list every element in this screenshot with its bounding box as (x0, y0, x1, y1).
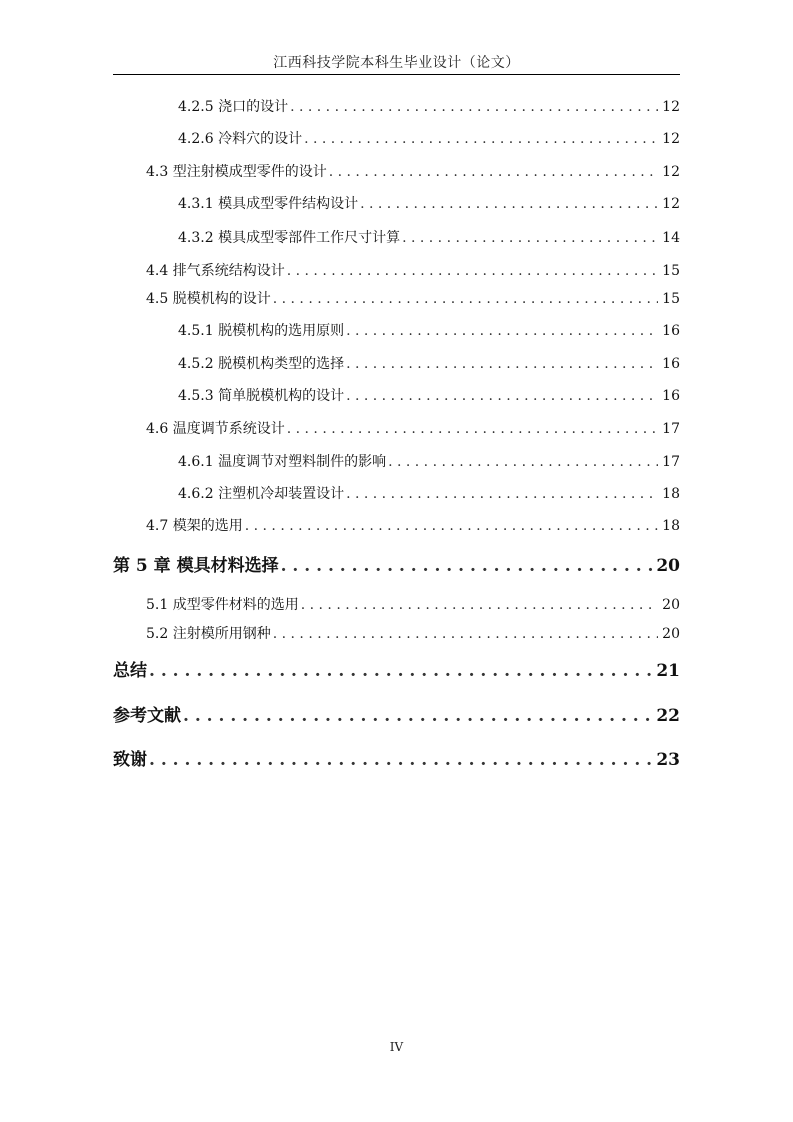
toc-entry[interactable] (0, 420, 680, 438)
toc-entry[interactable] (0, 596, 680, 614)
toc-entry-label: 5.2 注射模所用钢种 (146, 626, 271, 642)
toc-entry-page: 14 (662, 230, 680, 246)
toc-entry-page: 18 (662, 518, 680, 534)
toc-entry[interactable] (0, 322, 680, 340)
toc-dot-leader (273, 625, 658, 643)
toc-dot-leader (245, 517, 658, 535)
toc-entry-page: 12 (662, 99, 680, 115)
toc-entry-page: 15 (662, 291, 680, 307)
toc-entry[interactable] (0, 387, 680, 405)
toc-entry-label: 4.2.5 浇口的设计 (178, 99, 289, 115)
toc-entry-page: 16 (662, 323, 680, 339)
toc-dot-leader (183, 705, 652, 727)
toc-entry-page: 22 (656, 706, 680, 726)
toc-entry-label: 4.6.1 温度调节对塑料制件的影响 (178, 454, 387, 470)
toc-entry-page: 21 (656, 661, 680, 681)
toc-dot-leader (360, 195, 658, 213)
toc-dot-leader (346, 387, 658, 405)
toc-entry-page: 20 (662, 597, 680, 613)
toc-dot-leader (388, 453, 658, 471)
toc-entry-page: 17 (662, 421, 680, 437)
toc-entry-page: 15 (662, 263, 680, 279)
toc-entry-page: 23 (656, 750, 680, 770)
toc-entry-label: 4.2.6 冷料穴的设计 (178, 131, 303, 147)
toc-dot-leader (287, 420, 658, 438)
toc-entry-label: 4.3.2 模具成型零部件工作尺寸计算 (178, 230, 401, 246)
toc-entry[interactable] (0, 98, 680, 116)
toc-entry[interactable] (0, 485, 680, 503)
toc-entry-label: 5.1 成型零件材料的选用 (146, 597, 299, 613)
toc-entry-page: 17 (662, 454, 680, 470)
toc-entry-label: 参考文献 (113, 706, 181, 726)
toc-entry-label: 4.7 模架的选用 (146, 518, 243, 534)
toc-entry[interactable] (0, 749, 680, 771)
toc-entry[interactable] (0, 290, 680, 308)
header-rule (113, 74, 680, 75)
toc-entry-page: 12 (662, 131, 680, 147)
toc-entry-label: 致谢 (113, 750, 147, 770)
toc-entry-page: 20 (656, 556, 680, 576)
toc-entry[interactable] (0, 625, 680, 643)
toc-dot-leader (402, 229, 658, 247)
toc-entry[interactable] (0, 660, 680, 682)
toc-entry-label: 4.3 型注射模成型零件的设计 (146, 164, 327, 180)
running-header: 江西科技学院本科生毕业设计（论文） (273, 55, 520, 71)
toc-dot-leader (149, 749, 652, 771)
toc-dot-leader (301, 596, 658, 614)
toc-entry-page: 12 (662, 196, 680, 212)
toc-entry-page: 18 (662, 486, 680, 502)
toc-entry[interactable] (0, 229, 680, 247)
toc-entry-label: 4.6.2 注塑机冷却装置设计 (178, 486, 345, 502)
toc-dot-leader (346, 485, 658, 503)
toc-dot-leader (304, 130, 658, 148)
toc-entry-label: 第 5 章 模具材料选择 (113, 556, 279, 576)
toc-dot-leader (281, 555, 653, 577)
toc-entry[interactable] (0, 195, 680, 213)
toc-entry[interactable] (0, 130, 680, 148)
toc-entry-label: 总结 (113, 661, 147, 681)
toc-entry[interactable] (0, 262, 680, 280)
toc-entry-label: 4.5 脱模机构的设计 (146, 291, 271, 307)
toc-dot-leader (346, 355, 658, 373)
toc-entry-label: 4.6 温度调节系统设计 (146, 421, 285, 437)
toc-entry-label: 4.5.3 简单脱模机构的设计 (178, 388, 345, 404)
toc-entry-page: 16 (662, 356, 680, 372)
toc-entry-page: 16 (662, 388, 680, 404)
toc-entry[interactable] (0, 555, 680, 577)
toc-entry-label: 4.3.1 模具成型零件结构设计 (178, 196, 359, 212)
toc-dot-leader (329, 163, 658, 181)
toc-dot-leader (273, 290, 658, 308)
toc-dot-leader (346, 322, 658, 340)
toc-entry-page: 12 (662, 164, 680, 180)
toc-entry-label: 4.4 排气系统结构设计 (146, 263, 285, 279)
toc-entry[interactable] (0, 453, 680, 471)
toc-entry-label: 4.5.1 脱模机构的选用原则 (178, 323, 345, 339)
toc-dot-leader (149, 660, 652, 682)
toc-entry-page: 20 (662, 626, 680, 642)
toc-entry-label: 4.5.2 脱模机构类型的选择 (178, 356, 345, 372)
toc-entry[interactable] (0, 355, 680, 373)
page-number: IV (389, 1040, 404, 1054)
toc-dot-leader (290, 98, 658, 116)
toc-entry[interactable] (0, 705, 680, 727)
toc-dot-leader (287, 262, 658, 280)
toc-entry[interactable] (0, 163, 680, 181)
toc-entry[interactable] (0, 517, 680, 535)
